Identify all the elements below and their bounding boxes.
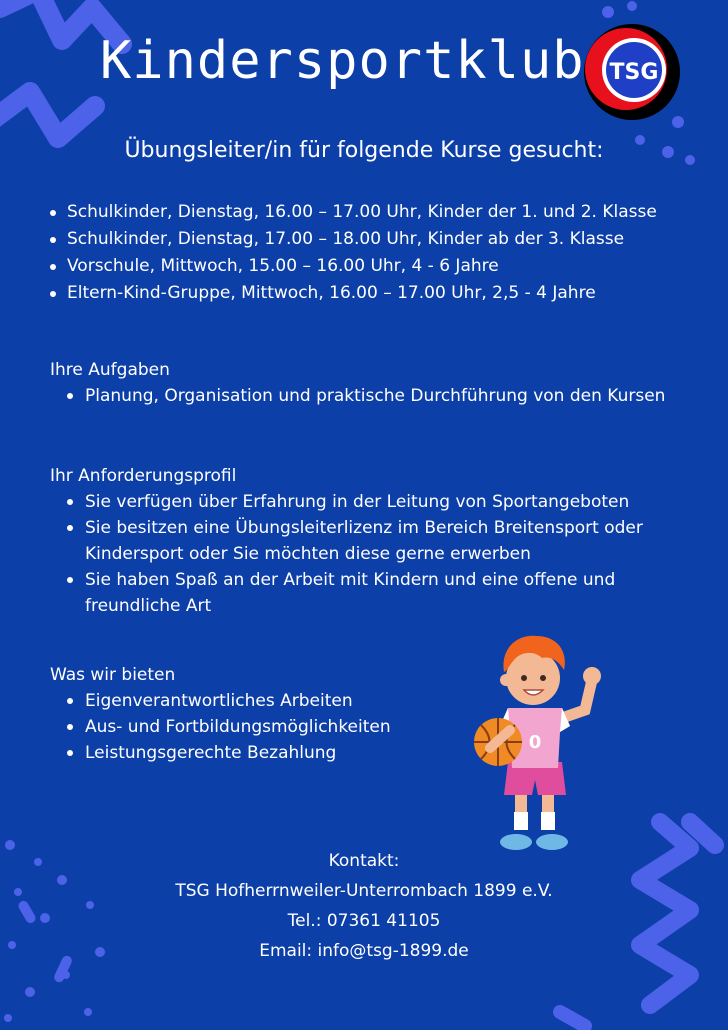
list-item: Sie verfügen über Erfahrung in der Leitung von Sportangeboten xyxy=(50,489,710,515)
shirt-number: 0 xyxy=(528,732,542,753)
subtitle: Übungsleiter/in für folgende Kurse gesucht: xyxy=(124,138,604,163)
page-title: Kindersportklub xyxy=(100,31,585,91)
list-item: Sie besitzen eine Übungsleiterlizenz im Bereich Breitensport oder Kindersport oder Sie möchten diese gerne erwerben xyxy=(50,515,710,567)
section-heading: Ihre Aufgaben xyxy=(50,360,170,380)
contact-organization: TSG Hofherrnweiler-Unterrombach 1899 e.V. xyxy=(175,881,553,901)
list-item: Vorschule, Mittwoch, 15.00 – 16.00 Uhr, 4 - 6 Jahre xyxy=(50,253,720,280)
list-item: Sie haben Spaß an der Arbeit mit Kindern und eine offene und freundliche Art xyxy=(50,567,710,619)
contact-block xyxy=(0,846,728,966)
child-basketball-illustration xyxy=(470,630,620,860)
list-item: Schulkinder, Dienstag, 17.00 – 18.00 Uhr, Kinder ab der 3. Klasse xyxy=(50,226,720,253)
list-item: Leistungsgerechte Bezahlung xyxy=(50,740,710,766)
contact-email: Email: info@tsg-1899.de xyxy=(259,941,469,961)
list-item: Schulkinder, Dienstag, 16.00 – 17.00 Uhr, Kinder der 1. und 2. Klasse xyxy=(50,199,720,226)
list-item: Eigenverantwortliches Arbeiten xyxy=(50,688,710,714)
section-heading: Ihr Anforderungsprofil xyxy=(50,466,237,486)
list-item: Eltern-Kind-Gruppe, Mittwoch, 16.00 – 17.00 Uhr, 2,5 - 4 Jahre xyxy=(50,280,720,307)
list-item: Aus- und Fortbildungsmöglichkeiten xyxy=(50,714,710,740)
course-list xyxy=(50,199,720,307)
section-heading: Was wir bieten xyxy=(50,665,176,685)
section-profile xyxy=(50,463,710,619)
profile-list xyxy=(50,489,710,619)
task-list xyxy=(50,383,710,409)
section-tasks xyxy=(50,357,710,409)
contact-label: Kontakt: xyxy=(328,851,400,871)
list-item: Planung, Organisation und praktische Durchführung von den Kursen xyxy=(50,383,710,409)
contact-phone: Tel.: 07361 41105 xyxy=(287,911,441,931)
logo-text: TSG xyxy=(609,60,659,85)
tsg-logo xyxy=(582,22,682,122)
